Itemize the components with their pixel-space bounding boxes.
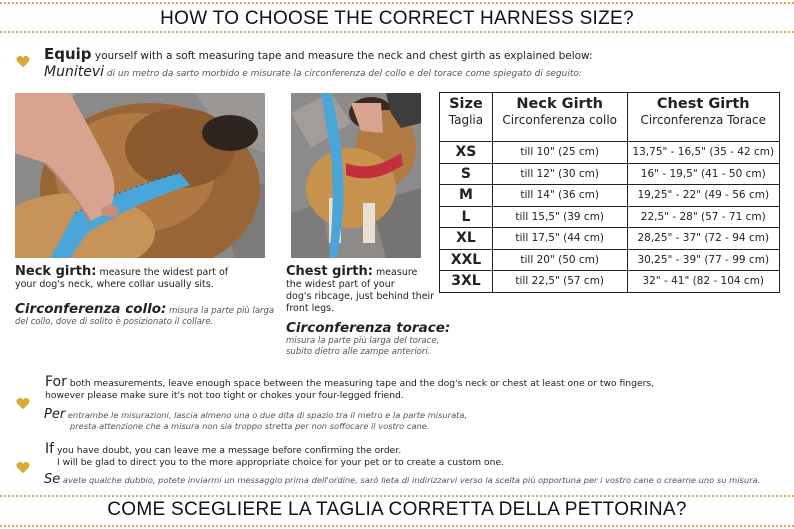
size-cell: XS bbox=[440, 142, 493, 164]
space-it-text-1: entrambe le misurazioni, lascia almeno una o due dita di spazio tra il metro e la parte misurata, bbox=[65, 410, 468, 420]
chest-it-text-1: misura la parte più larga del torace, bbox=[286, 336, 440, 346]
size-cell: L bbox=[440, 206, 493, 228]
header-bottom-border bbox=[0, 31, 794, 33]
chest-en-head: Chest girth: bbox=[286, 264, 373, 279]
table-row bbox=[440, 271, 780, 293]
chest-cell: 22,5" - 28" (57 - 71 cm) bbox=[627, 206, 779, 228]
space-it-text-2: presta attenzione che a misura non sia troppo stretta per non soffocare il vostro cane. bbox=[70, 421, 430, 431]
chest-cell: 13,75" - 16,5" (35 - 42 cm) bbox=[627, 142, 779, 164]
chest-it-head: Circonferenza torace: bbox=[286, 320, 451, 336]
chest-cell: 19,25" - 22" (49 - 56 cm) bbox=[627, 185, 779, 207]
neck-cell: till 17,5" (44 cm) bbox=[492, 228, 627, 250]
neck-cell: till 12" (30 cm) bbox=[492, 163, 627, 185]
doubt-paragraph-italian bbox=[44, 474, 760, 486]
doubt-en-text-2: I will be glad to direct you to the more appropriate choice for your pet or to create a custom one. bbox=[57, 457, 505, 468]
neck-en-text-2: your dog's neck, where collar usually sits. bbox=[15, 279, 214, 290]
neck-girth-photo bbox=[15, 93, 265, 258]
chest-caption-english bbox=[286, 266, 434, 315]
neck-cell: till 20" (50 cm) bbox=[492, 249, 627, 271]
chest-it-text-2: subito dietro alle zampe anteriori. bbox=[286, 347, 431, 357]
chest-header-it: Circonferenza Torace bbox=[640, 113, 767, 127]
space-en-text-2: however please make sure it's not too tight or chokes your four-legged friend. bbox=[45, 390, 404, 401]
space-paragraph-italian bbox=[44, 409, 467, 432]
header-top-border bbox=[0, 2, 794, 4]
heart-icon bbox=[16, 461, 30, 474]
table-row bbox=[440, 163, 780, 185]
chest-header-en: Chest Girth bbox=[656, 96, 750, 112]
neck-cell: till 14" (36 cm) bbox=[492, 185, 627, 207]
neck-it-text-2: del collo, dove di solito è posizionato il collare. bbox=[15, 317, 214, 327]
footer-top-border bbox=[0, 495, 794, 497]
neck-column-header bbox=[492, 93, 627, 142]
chest-caption-italian bbox=[286, 320, 451, 358]
neck-header-it: Circonferenza collo bbox=[502, 113, 617, 127]
doubt-en-lead: If bbox=[45, 441, 55, 457]
neck-cell: till 15,5" (39 cm) bbox=[492, 206, 627, 228]
chest-en-text-4: front legs. bbox=[286, 303, 335, 314]
doubt-en-text-1: you have doubt, you can leave me a message before confirming the order. bbox=[54, 445, 402, 456]
intro-english bbox=[44, 45, 593, 63]
doubt-paragraph-english bbox=[45, 443, 504, 469]
size-cell: XXL bbox=[440, 249, 493, 271]
chest-cell: 30,25" - 39" (77 - 99 cm) bbox=[627, 249, 779, 271]
chest-en-text-2: the widest part of your bbox=[286, 279, 395, 290]
doubt-it-text-1: avete qualche dubbio, potete inviarmi un messaggio prima dell'ordine, sarò lieta di indirizzarvi verso la scelta più opportuna per i vostro cane o crearne uno su misura. bbox=[60, 475, 761, 485]
intro-en-text: yourself with a soft measuring tape and measure the neck and chest girth as explained below: bbox=[91, 50, 593, 62]
table-row bbox=[440, 206, 780, 228]
neck-cell: till 22,5" (57 cm) bbox=[492, 271, 627, 293]
neck-it-head: Circonferenza collo: bbox=[15, 301, 167, 317]
neck-caption-english bbox=[15, 266, 228, 291]
neck-it-text-1: misura la parte più larga bbox=[166, 306, 275, 316]
intro-italian bbox=[44, 64, 582, 80]
size-cell: 3XL bbox=[440, 271, 493, 293]
heart-icon bbox=[16, 397, 30, 410]
neck-en-text-1: measure the widest part of bbox=[96, 267, 229, 278]
neck-cell: till 10" (25 cm) bbox=[492, 142, 627, 164]
size-header-en: Size bbox=[449, 96, 483, 112]
size-column-header bbox=[440, 93, 493, 142]
neck-en-head: Neck girth: bbox=[15, 264, 97, 279]
doubt-it-lead: Se bbox=[44, 472, 61, 487]
size-table-header bbox=[440, 93, 780, 142]
intro-it-lead: Munitevi bbox=[44, 64, 104, 80]
chest-girth-photo bbox=[291, 93, 421, 258]
table-row bbox=[440, 249, 780, 271]
chest-column-header bbox=[627, 93, 779, 142]
neck-caption-italian bbox=[15, 301, 275, 328]
intro-en-lead: Equip bbox=[44, 45, 92, 63]
space-it-lead: Per bbox=[44, 407, 66, 422]
intro-it-text: di un metro da sarto morbido e misurate la circonferenza del collo e del torace come spiegato di seguito: bbox=[104, 69, 582, 79]
page-title: HOW TO CHOOSE THE CORRECT HARNESS SIZE? bbox=[160, 8, 634, 29]
footer-bottom-border bbox=[0, 525, 794, 527]
table-row bbox=[440, 228, 780, 250]
chest-en-text-3: dog's ribcage, just behind their bbox=[286, 291, 435, 302]
chest-cell: 16" - 19,5" (41 - 50 cm) bbox=[627, 163, 779, 185]
space-en-text-1: both measurements, leave enough space between the measuring tape and the dog's neck or chest at least one or two fingers, bbox=[66, 378, 655, 389]
size-table bbox=[439, 92, 780, 293]
footer-title: COME SCEGLIERE LA TAGLIA CORRETTA DELLA PETTORINA? bbox=[107, 499, 687, 520]
chest-cell: 28,25" - 37" (72 - 94 cm) bbox=[627, 228, 779, 250]
size-cell: M bbox=[440, 185, 493, 207]
table-row bbox=[440, 185, 780, 207]
space-en-lead: For bbox=[45, 374, 67, 390]
chest-cell: 32" - 41" (82 - 104 cm) bbox=[627, 271, 779, 293]
neck-header-en: Neck Girth bbox=[516, 96, 603, 112]
chest-en-text-1: measure bbox=[372, 267, 418, 278]
table-row bbox=[440, 142, 780, 164]
size-cell: S bbox=[440, 163, 493, 185]
heart-icon bbox=[16, 55, 30, 68]
size-header-it: Taglia bbox=[448, 113, 484, 127]
size-cell: XL bbox=[440, 228, 493, 250]
space-paragraph-english bbox=[45, 376, 654, 402]
